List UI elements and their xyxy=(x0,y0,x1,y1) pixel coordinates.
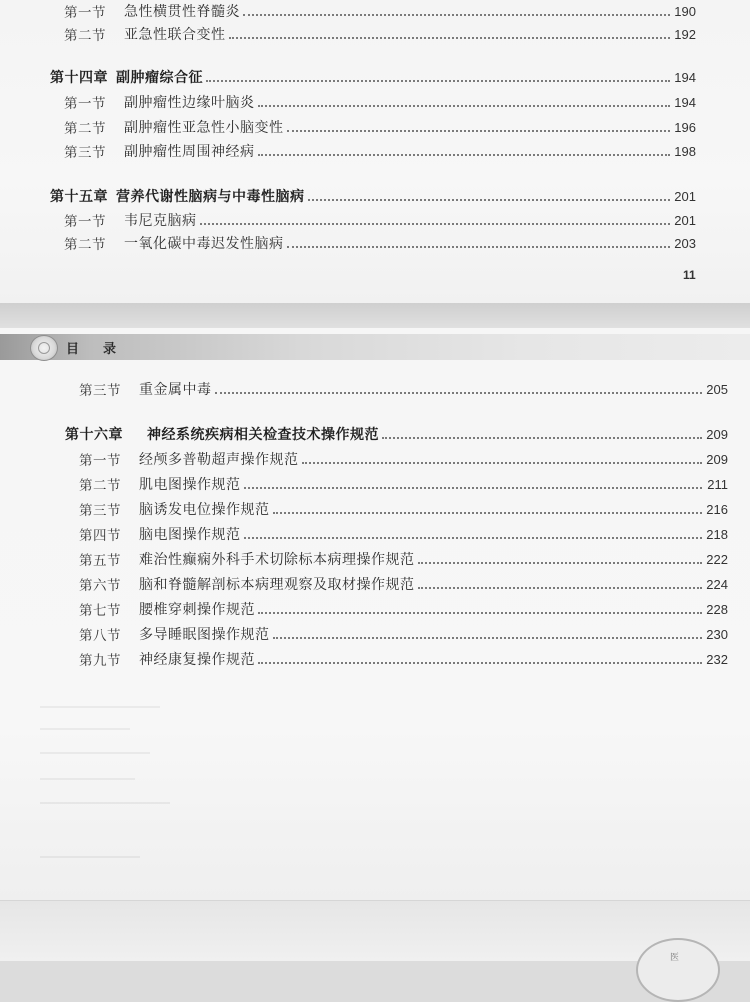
toc-entry xyxy=(79,448,728,470)
bleed-through-line xyxy=(40,802,170,804)
toc-entry xyxy=(79,523,728,545)
bleed-through-line xyxy=(40,778,135,780)
page-number: 232 xyxy=(706,651,728,667)
section-title: 亚急性联合变性 xyxy=(124,27,226,43)
leader-dots xyxy=(418,562,703,564)
leader-dots xyxy=(273,512,703,514)
toc-entry xyxy=(79,378,728,400)
leader-dots xyxy=(308,199,671,201)
section-number: 第一节 xyxy=(79,453,121,469)
toc-entry xyxy=(79,598,728,620)
section-title: 腰椎穿刺操作规范 xyxy=(139,602,255,618)
leader-dots xyxy=(200,223,671,225)
page-number: 196 xyxy=(674,119,696,135)
toc-chapter-entry xyxy=(65,423,728,445)
seal-text: 医 xyxy=(670,953,680,963)
section-number: 第八节 xyxy=(79,628,121,644)
section-number: 第一节 xyxy=(64,96,106,112)
toc-entry xyxy=(79,473,728,495)
page-number: 222 xyxy=(706,551,728,567)
section-number: 第二节 xyxy=(64,237,106,253)
leader-dots xyxy=(215,392,703,394)
next-page xyxy=(0,900,750,961)
section-title: 脑诱发电位操作规范 xyxy=(139,502,270,518)
running-header-title: 目录 xyxy=(66,342,141,357)
toc-entry xyxy=(64,232,696,254)
page-number: 216 xyxy=(706,501,728,517)
section-number: 第七节 xyxy=(79,603,121,619)
section-title: 副肿瘤性周围神经病 xyxy=(124,144,255,160)
page-number: 209 xyxy=(706,451,728,467)
leader-dots xyxy=(287,130,671,132)
section-title: 急性横贯性脊髓炎 xyxy=(124,4,240,20)
page-number: 194 xyxy=(674,69,696,85)
leader-dots xyxy=(258,662,702,664)
leader-dots xyxy=(258,105,671,107)
top-page xyxy=(0,0,750,303)
section-title: 重金属中毒 xyxy=(139,382,212,398)
section-number: 第一节 xyxy=(64,5,106,21)
leader-dots xyxy=(258,612,702,614)
section-title: 肌电图操作规范 xyxy=(139,477,241,493)
section-number: 第三节 xyxy=(79,503,121,519)
section-title: 多导睡眠图操作规范 xyxy=(139,627,270,643)
section-number: 第六节 xyxy=(79,578,121,594)
leader-dots xyxy=(302,462,703,464)
page-number: 211 xyxy=(707,476,728,492)
section-number: 第二节 xyxy=(64,121,106,137)
section-title: 副肿瘤性亚急性小脑变性 xyxy=(124,120,284,136)
chapter-number: 第十五章 xyxy=(50,189,108,205)
chapter-title: 营养代谢性脑病与中毒性脑病 xyxy=(116,189,305,205)
toc-entry xyxy=(64,91,696,113)
leader-dots xyxy=(229,37,671,39)
section-number: 第五节 xyxy=(79,553,121,569)
chapter-number: 第十六章 xyxy=(65,427,123,443)
leader-dots xyxy=(243,14,670,16)
toc-entry xyxy=(79,498,728,520)
section-number: 第九节 xyxy=(79,653,121,669)
page-number: 201 xyxy=(674,188,696,204)
page-folio: 11 xyxy=(683,268,696,282)
page-number: 201 xyxy=(674,212,696,228)
section-title: 一氧化碳中毒迟发性脑病 xyxy=(124,236,284,252)
section-title: 脑电图操作规范 xyxy=(139,527,241,543)
bleed-through-line xyxy=(40,706,160,708)
leader-dots xyxy=(287,246,671,248)
section-title: 难治性癫痫外科手术切除标本病理操作规范 xyxy=(139,552,415,568)
bleed-through-line xyxy=(40,856,140,858)
toc-entry xyxy=(64,140,696,162)
section-title: 脑和脊髓解剖标本病理观察及取材操作规范 xyxy=(139,577,415,593)
bleed-through-line xyxy=(40,752,150,754)
toc-chapter-entry xyxy=(50,66,696,88)
page-number: 224 xyxy=(706,576,728,592)
section-title: 经颅多普勒超声操作规范 xyxy=(139,452,299,468)
emblem-icon xyxy=(30,335,58,361)
leader-dots xyxy=(273,637,703,639)
toc-entry xyxy=(64,0,696,22)
toc-chapter-entry xyxy=(50,185,696,207)
page-number: 194 xyxy=(674,94,696,110)
bleed-through-line xyxy=(40,728,130,730)
toc-entry xyxy=(64,23,696,45)
chapter-title: 神经系统疾病相关检查技术操作规范 xyxy=(147,427,379,443)
toc-entry xyxy=(64,116,696,138)
chapter-title: 副肿瘤综合征 xyxy=(116,70,203,86)
toc-entry xyxy=(79,573,728,595)
page-number: 218 xyxy=(706,526,728,542)
page-number: 198 xyxy=(674,143,696,159)
toc-entry xyxy=(79,648,728,670)
section-title: 副肿瘤性边缘叶脑炎 xyxy=(124,95,255,111)
leader-dots xyxy=(206,80,670,82)
leader-dots xyxy=(418,587,703,589)
section-number: 第二节 xyxy=(79,478,121,494)
page-number: 192 xyxy=(674,26,696,42)
section-number: 第三节 xyxy=(64,145,106,161)
page-gap xyxy=(0,303,750,328)
toc-entry xyxy=(79,623,728,645)
page-number: 203 xyxy=(674,235,696,251)
leader-dots xyxy=(244,537,703,539)
section-number: 第二节 xyxy=(64,28,106,44)
toc-entry xyxy=(79,548,728,570)
page-number: 230 xyxy=(706,626,728,642)
seal-stamp xyxy=(636,938,720,1002)
page-number: 209 xyxy=(706,426,728,442)
section-number: 第四节 xyxy=(79,528,121,544)
section-title: 神经康复操作规范 xyxy=(139,652,255,668)
section-number: 第三节 xyxy=(79,383,121,399)
page-number: 228 xyxy=(706,601,728,617)
leader-dots xyxy=(244,487,703,489)
section-number: 第一节 xyxy=(64,214,106,230)
page-number: 205 xyxy=(706,381,728,397)
chapter-number: 第十四章 xyxy=(50,70,108,86)
page-number: 190 xyxy=(674,3,696,19)
leader-dots xyxy=(382,437,702,439)
leader-dots xyxy=(258,154,671,156)
toc-entry xyxy=(64,209,696,231)
section-title: 韦尼克脑病 xyxy=(124,213,197,229)
